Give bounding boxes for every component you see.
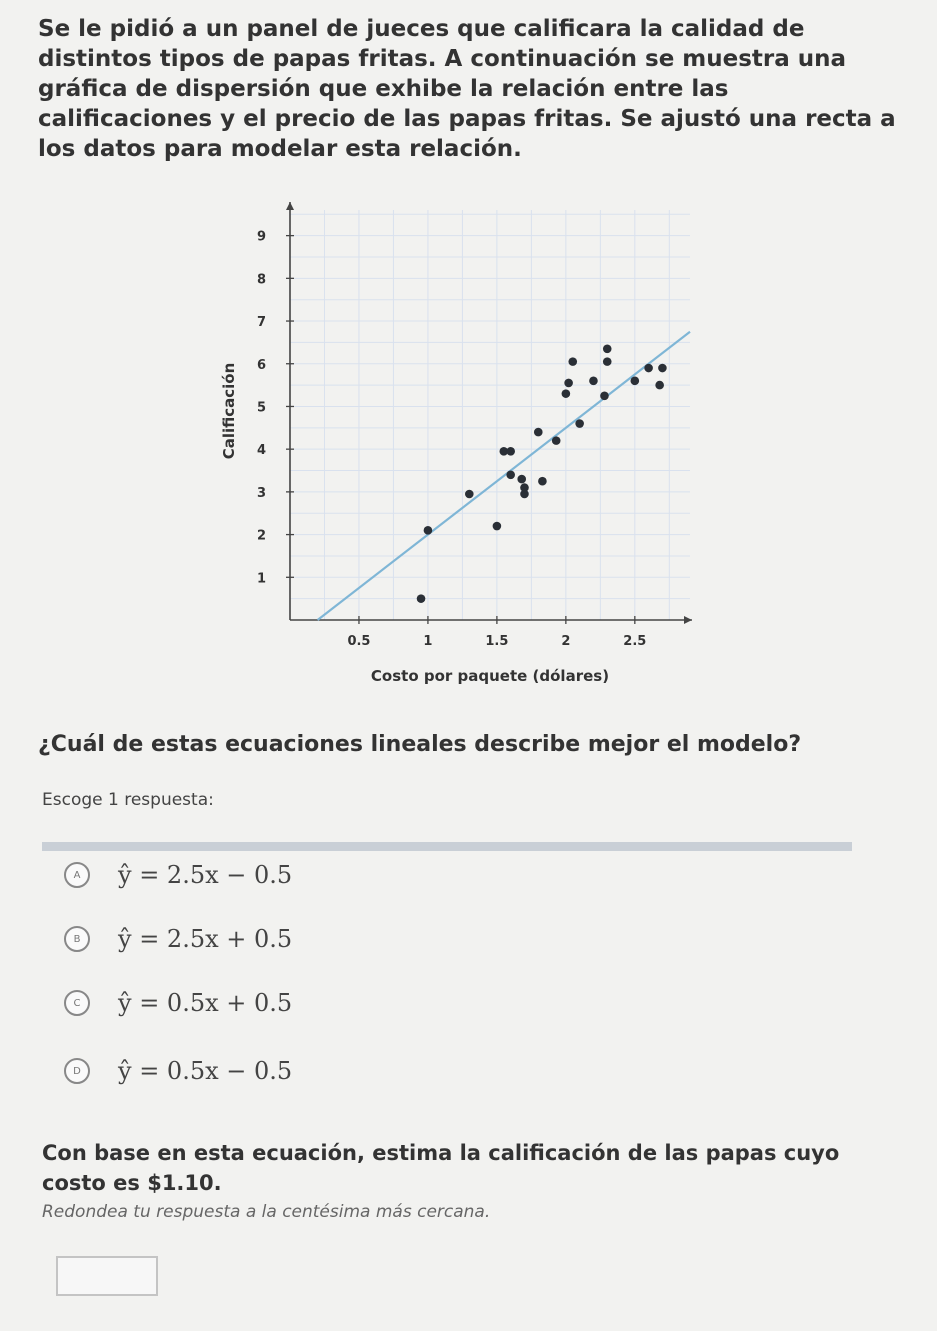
x-tick-label: 0.5 xyxy=(347,634,371,649)
y-tick-label: 3 xyxy=(256,485,266,501)
y-axis-arrow xyxy=(286,202,294,210)
data-point xyxy=(603,357,612,366)
answer-input[interactable] xyxy=(56,1256,158,1296)
fit-line xyxy=(318,332,690,620)
data-point xyxy=(465,490,474,499)
grid-lines xyxy=(290,210,690,620)
data-point xyxy=(493,522,502,531)
data-point xyxy=(424,526,433,535)
x-tick-label: 1.5 xyxy=(485,634,509,649)
radio-b[interactable]: B xyxy=(64,926,90,952)
x-axis-arrow xyxy=(684,616,692,624)
data-point xyxy=(631,377,640,386)
option-a-equation: ŷ = 2.5x − 0.5 xyxy=(118,861,293,889)
x-tick-label: 1 xyxy=(423,634,433,649)
radio-a[interactable]: A xyxy=(64,862,90,888)
option-d-equation: ŷ = 0.5x − 0.5 xyxy=(118,1057,293,1085)
option-b[interactable] xyxy=(64,919,292,959)
data-point xyxy=(517,475,526,484)
problem-intro: Se le pidió a un panel de jueces que calificara la calidad de distintos tipos de papas fritas. A continuación se muestra una gráfica de dispersión que exhibe la relación entre las calificaciones y el precio de las papas fritas. Se ajustó una recta a los datos para modelar esta relación. xyxy=(38,16,896,162)
data-point xyxy=(644,364,653,373)
data-point xyxy=(658,364,667,373)
scatter-plot-svg xyxy=(190,190,730,700)
question-text: ¿Cuál de estas ecuaciones lineales describe mejor el modelo? xyxy=(38,732,802,757)
choose-label: Escoge 1 respuesta: xyxy=(42,790,214,810)
y-tick-label: 1 xyxy=(256,571,266,587)
option-c[interactable] xyxy=(64,983,292,1023)
x-tick-label: 2 xyxy=(561,634,571,649)
radio-c[interactable]: C xyxy=(64,990,90,1016)
y-tick-label: 9 xyxy=(256,229,266,245)
data-point xyxy=(655,381,664,390)
option-c-equation: ŷ = 0.5x + 0.5 xyxy=(118,989,293,1017)
y-tick-label: 2 xyxy=(256,528,266,544)
data-point xyxy=(552,436,561,445)
y-tick-label: 5 xyxy=(256,400,266,416)
radio-d[interactable]: D xyxy=(64,1058,90,1084)
data-point xyxy=(506,470,515,479)
x-axis-label: Costo por paquete (dólares) xyxy=(370,667,610,685)
x-tick-label: 2.5 xyxy=(623,634,647,649)
rounding-hint: Redondea tu respuesta a la centésima más cercana. xyxy=(42,1202,491,1222)
y-tick-label: 6 xyxy=(256,357,266,373)
axis-ticks xyxy=(257,230,646,649)
divider-bar xyxy=(42,842,852,851)
data-point xyxy=(417,594,426,603)
data-points xyxy=(417,345,667,603)
data-point xyxy=(603,345,612,354)
data-point xyxy=(564,379,573,388)
data-point xyxy=(538,477,547,486)
option-d[interactable] xyxy=(64,1051,292,1091)
data-point xyxy=(562,389,571,398)
y-tick-label: 8 xyxy=(256,272,266,288)
y-tick-label: 4 xyxy=(256,443,266,459)
data-point xyxy=(534,428,543,437)
data-point xyxy=(506,447,515,456)
option-b-equation: ŷ = 2.5x + 0.5 xyxy=(118,925,293,953)
data-point xyxy=(520,490,529,499)
data-point xyxy=(575,419,584,428)
y-tick-label: 7 xyxy=(256,315,266,331)
estimate-prompt: Con base en esta ecuación, estima la calificación de las papas cuyo costo es $1.10. xyxy=(42,1141,840,1195)
data-point xyxy=(589,377,598,386)
y-axis-label: Calificación xyxy=(220,362,238,460)
data-point xyxy=(600,391,609,400)
scatter-chart xyxy=(190,190,730,700)
data-point xyxy=(568,357,577,366)
option-a[interactable] xyxy=(64,855,292,895)
